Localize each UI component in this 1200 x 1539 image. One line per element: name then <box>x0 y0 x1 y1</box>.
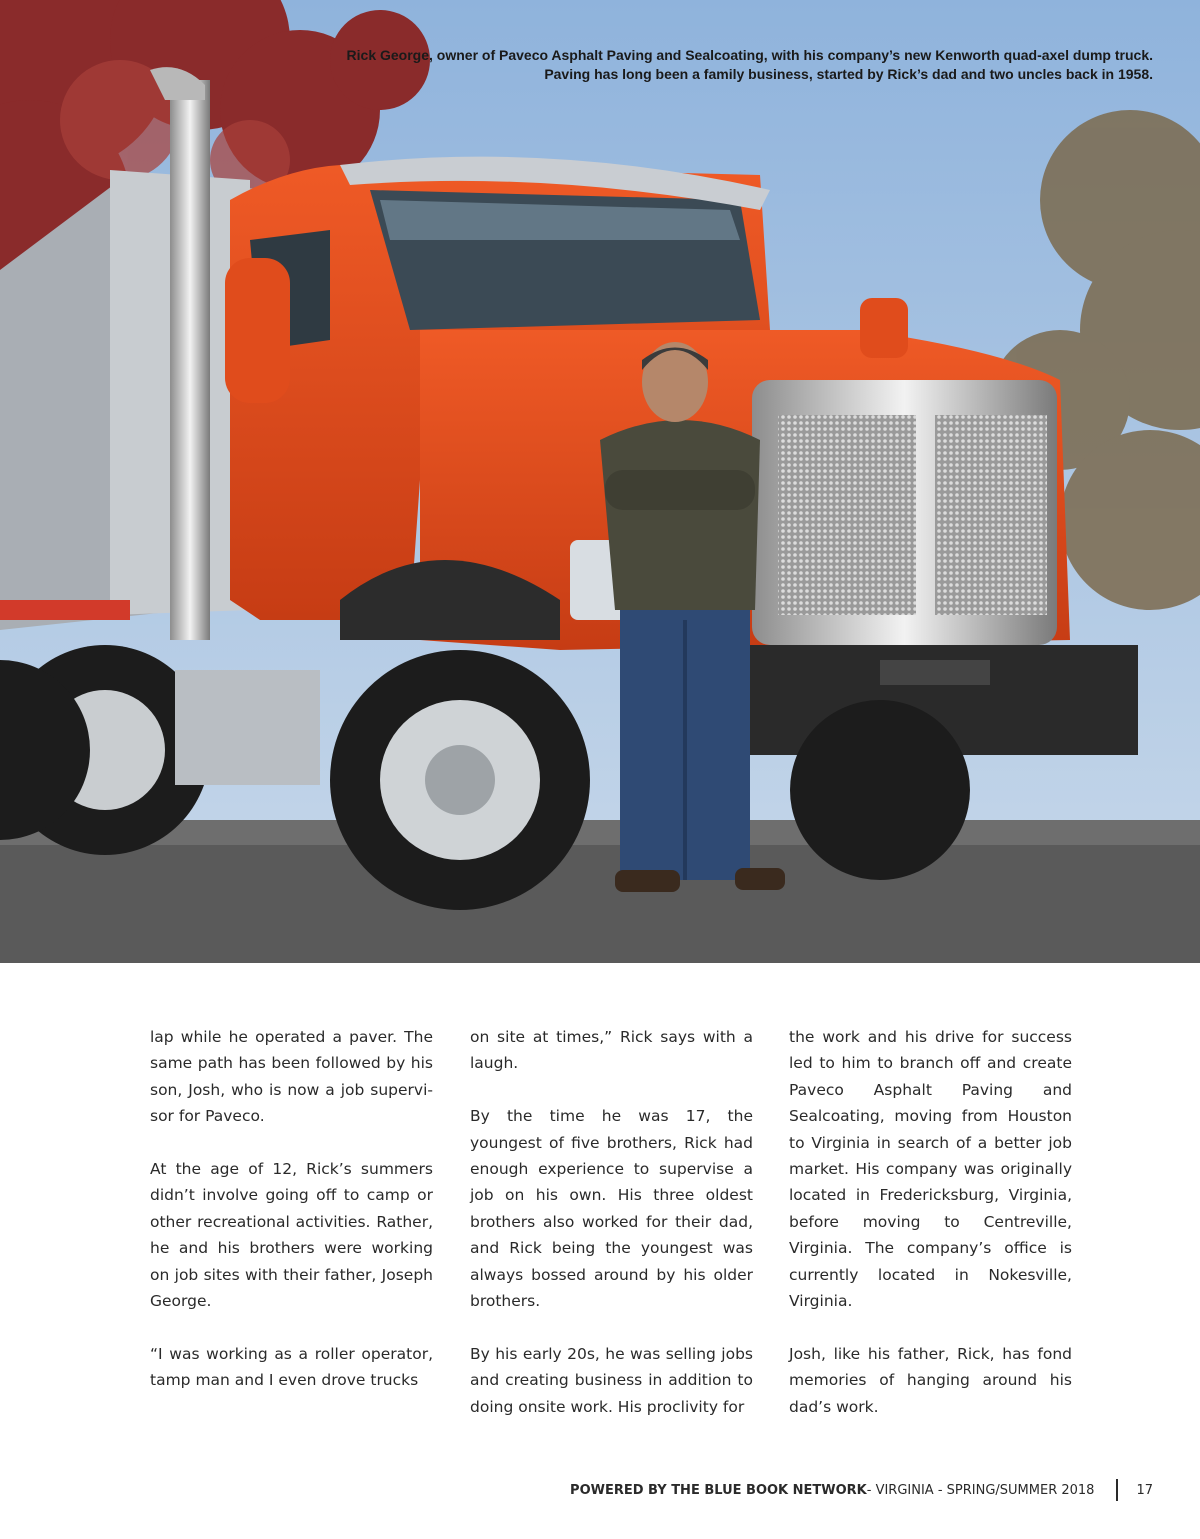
article-column-2 <box>470 1024 753 1420</box>
paragraph: “I was working as a roller operator, tamp man and I even drove trucks <box>150 1344 433 1390</box>
paragraph: the work and his drive for success led to him to branch off and create Paveco Asphalt Paving and Sealcoating, moving from Houston to Virginia in search of a better job market. His company was originally located in Fredericksburg, Virginia, before moving to Centreville, Virginia. The company’s office is currently located in Nokesville, Virginia. <box>789 1028 1072 1311</box>
footer-divider <box>1116 1479 1118 1501</box>
caption-line-1: Rick George, owner of Paveco Asphalt Paving and Sealcoating, with his company’s new Kenworth quad-axel dump truck. <box>346 47 1153 63</box>
paragraph: At the age of 12, Rick’s summers didn’t involve going off to camp or other recreational activities. Rather, he and his brothers were working on job sites with their father, Joseph George. <box>150 1160 433 1311</box>
page-number: 17 <box>1136 1482 1153 1498</box>
caption-line-2: Paving has long been a family business, started by Rick’s dad and two uncles back in 1958. <box>544 66 1153 82</box>
footer-edition: - VIRGINIA - SPRING/SUMMER 2018 <box>866 1482 1095 1498</box>
paragraph: lap while he operated a paver. The same path has been followed by his son, Josh, who is now a job supervi-sor for Paveco. <box>150 1028 433 1126</box>
footer-network: POWERED BY THE BLUE BOOK NETWORK <box>570 1482 867 1498</box>
article-column-1 <box>150 1024 433 1394</box>
page-footer <box>570 1479 1153 1501</box>
paragraph: By his early 20s, he was selling jobs and creating business in addition to doing onsite work. His proclivity for <box>470 1344 753 1416</box>
article-body <box>150 1024 1072 1416</box>
paragraph: By the time he was 17, the youngest of five brothers, Rick had enough experience to supervise a job on his own. His three oldest brothers also worked for their dad, and Rick being the youngest was always bossed around by his older brothers. <box>470 1107 753 1311</box>
paragraph: Josh, like his father, Rick, has fond memories of hanging around his dad’s work. <box>789 1344 1072 1416</box>
photo-caption <box>253 46 1153 84</box>
article-column-3 <box>789 1024 1072 1420</box>
paragraph: on site at times,” Rick says with a laugh. <box>470 1028 753 1073</box>
